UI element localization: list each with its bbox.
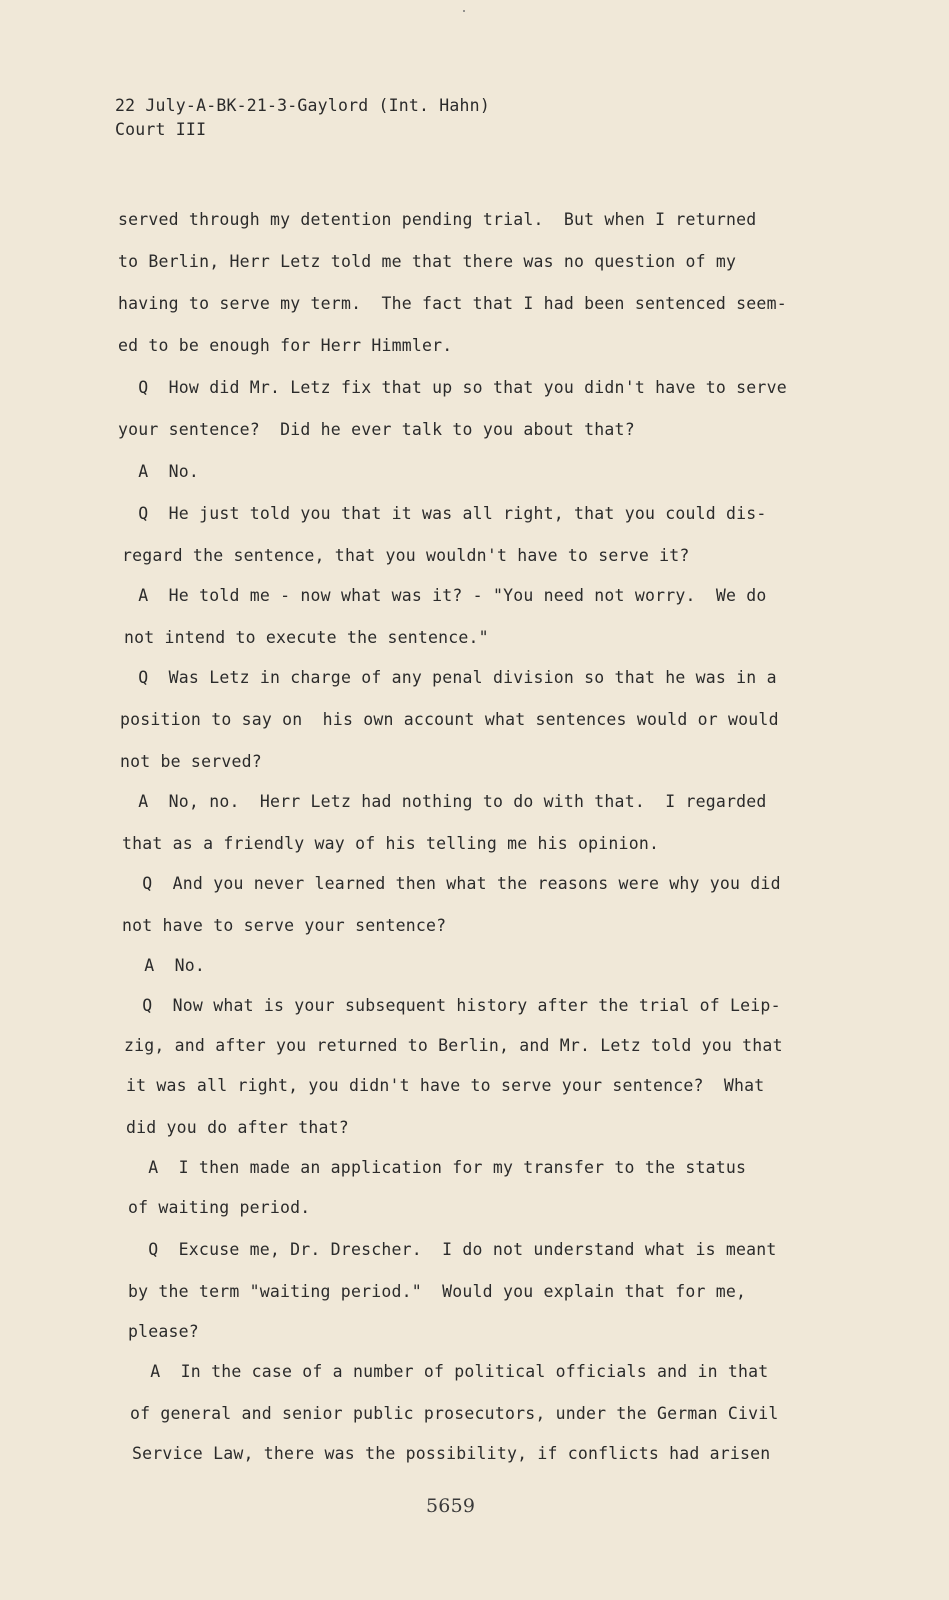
transcript-line: of waiting period. (128, 1198, 311, 1217)
transcript-line: ed to be enough for Herr Himmler. (118, 336, 453, 355)
transcript-line: did you do after that? (126, 1118, 349, 1137)
page-number: 5659 (426, 1495, 476, 1517)
transcript-line: regard the sentence, that you wouldn't have to serve it? (122, 546, 690, 565)
transcript-line: position to say on his own account what sentences would or would (120, 710, 779, 729)
transcript-line: zig, and after you returned to Berlin, and Mr. Letz told you that (124, 1036, 783, 1055)
transcript-line: Q He just told you that it was all right, that you could dis- (118, 504, 767, 523)
transcript-line: Q Was Letz in charge of any penal division so that he was in a (118, 668, 777, 687)
transcript-line: Q How did Mr. Letz fix that up so that you didn't have to serve (118, 378, 787, 397)
transcript-line: served through my detention pending trial. But when I returned (118, 210, 757, 229)
transcript-line: A No, no. Herr Letz had nothing to do with that. I regarded (118, 792, 767, 811)
transcript-line: A No. (124, 956, 206, 975)
transcript-line: it was all right, you didn't have to serve your sentence? What (126, 1076, 765, 1095)
transcript-line: A In the case of a number of political officials and in that (130, 1362, 769, 1381)
transcript-line: Q Excuse me, Dr. Drescher. I do not understand what is meant (128, 1240, 777, 1259)
paper-speck (463, 10, 465, 12)
transcript-line: A No. (118, 462, 200, 481)
header-line-1: 22 July-A-BK-21-3-Gaylord (Int. Hahn) (115, 96, 490, 115)
transcript-line: Service Law, there was the possibility, if conflicts had arisen (132, 1444, 771, 1463)
transcript-line: A He told me - now what was it? - "You need not worry. We do (118, 586, 767, 605)
transcript-line: having to serve my term. The fact that I had been sentenced seem- (118, 294, 787, 313)
transcript-line: to Berlin, Herr Letz told me that there was no question of my (118, 252, 737, 271)
transcript-line: please? (128, 1322, 199, 1341)
transcript-line: that as a friendly way of his telling me his opinion. (122, 834, 660, 853)
transcript-line: by the term "waiting period." Would you explain that for me, (128, 1282, 747, 1301)
transcript-line: of general and senior public prosecutors, under the German Civil (130, 1404, 779, 1423)
header-line-2: Court III (115, 120, 207, 139)
transcript-line: your sentence? Did he ever talk to you about that? (118, 420, 635, 439)
document-header (115, 94, 490, 142)
transcript-line: A I then made an application for my transfer to the status (128, 1158, 747, 1177)
transcript-line: not have to serve your sentence? (122, 916, 447, 935)
transcript-line: not intend to execute the sentence." (124, 628, 489, 647)
transcript-line: Q Now what is your subsequent history after the trial of Leip- (122, 996, 781, 1015)
transcript-line: Q And you never learned then what the reasons were why you did (122, 874, 781, 893)
transcript-line: not be served? (120, 752, 262, 771)
